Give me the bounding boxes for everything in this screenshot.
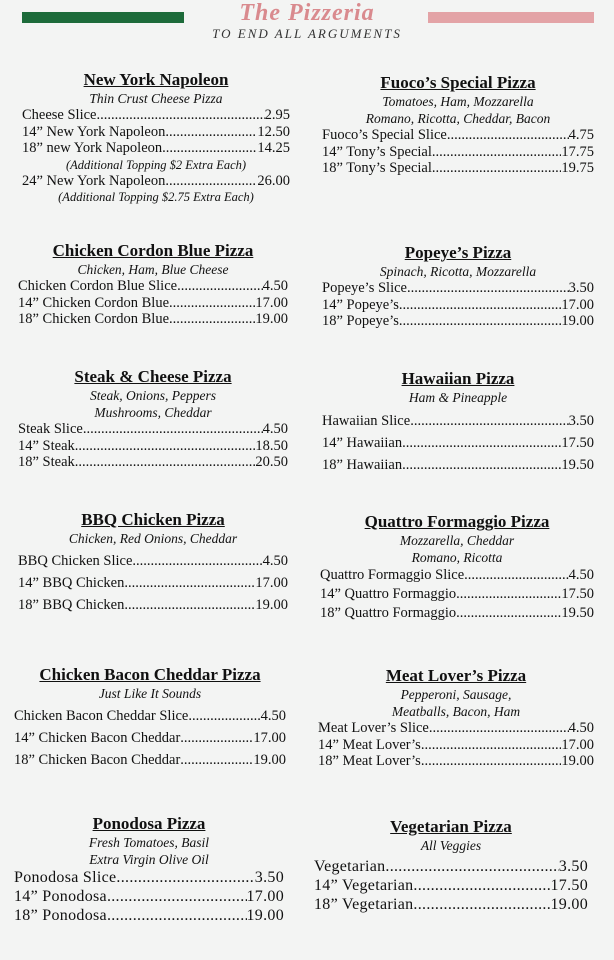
menu-item — [322, 160, 594, 177]
menu-item — [318, 753, 594, 770]
section-description: All Veggies — [420, 838, 482, 853]
item-name: 14” Vegetarian — [314, 877, 414, 894]
menu-item — [14, 749, 286, 771]
section-description: Mushrooms, Cheddar — [94, 405, 212, 420]
menu-item — [18, 572, 288, 594]
item-price: 17.50 — [561, 435, 594, 451]
item-price: 4.50 — [260, 708, 286, 724]
section-hawaiian-pizza — [322, 369, 594, 476]
item-name: 18” Tony’s Special — [322, 160, 432, 176]
item-price: 19.00 — [255, 311, 288, 327]
menu-item — [314, 895, 588, 914]
item-name: 18” Quattro Formaggio — [320, 605, 457, 621]
item-name: Meat Lover’s Slice — [318, 720, 429, 736]
section-description: Steak, Onions, Peppers — [90, 388, 216, 403]
section-description: Fresh Tomatoes, Basil — [88, 835, 210, 850]
topping-note: (Additional Topping $2 Extra Each) — [65, 157, 247, 172]
dot-leader — [124, 594, 255, 616]
item-price: 19.75 — [561, 160, 594, 176]
section-description: Ham & Pineapple — [408, 390, 508, 405]
item-price: 17.75 — [561, 143, 594, 160]
item-name: 14” Chicken Bacon Cheddar — [14, 730, 181, 746]
dot-leader — [432, 144, 562, 161]
item-price: 17.00 — [253, 730, 286, 746]
item-name: 14” Ponodosa — [14, 888, 107, 905]
section-description: Tomatoes, Ham, Mozzarella — [382, 94, 534, 109]
menu-item — [18, 594, 288, 616]
menu-item — [14, 705, 286, 727]
dot-leader — [456, 585, 561, 604]
section-title: Ponodosa Pizza — [92, 814, 206, 833]
dot-leader — [116, 868, 254, 887]
section-quattro-formaggio-pizza — [320, 512, 594, 623]
item-price: 3.50 — [568, 413, 594, 429]
section-title: Vegetarian Pizza — [390, 817, 512, 836]
dot-leader — [402, 454, 561, 476]
dot-leader — [75, 454, 256, 471]
item-name: 14” Steak — [18, 437, 75, 454]
menu-item — [22, 140, 290, 157]
item-price: 17.00 — [246, 888, 284, 905]
dot-leader — [124, 572, 255, 594]
section-title: New York Napoleon — [83, 70, 229, 89]
item-price: 19.00 — [253, 752, 286, 768]
menu-item — [320, 566, 594, 585]
item-price: 18.50 — [255, 437, 288, 454]
menu-item — [320, 604, 594, 623]
dot-leader — [399, 297, 561, 314]
menu-item — [322, 313, 594, 330]
item-name: Popeye’s Slice — [322, 280, 407, 296]
dot-leader — [162, 140, 257, 157]
item-name: 14” Popeye’s — [322, 296, 399, 313]
item-price: 4.75 — [568, 127, 594, 143]
item-price: 17.50 — [550, 877, 588, 894]
menu-item — [18, 421, 288, 438]
menu-item — [320, 585, 594, 604]
menu-item — [322, 432, 594, 454]
dot-leader — [169, 295, 255, 312]
item-name: BBQ Chicken Slice — [18, 553, 133, 569]
item-name: 18” Steak — [18, 454, 75, 470]
item-name: 18” Chicken Cordon Blue — [18, 311, 170, 327]
section-chicken-cordon-blue-pizza — [18, 241, 288, 328]
menu-item — [322, 454, 594, 476]
section-title: Popeye’s Pizza — [404, 243, 512, 262]
item-name: 18” Meat Lover’s — [318, 753, 421, 769]
section-description: Pepperoni, Sausage, — [400, 687, 512, 702]
section-description: Meatballs, Bacon, Ham — [391, 704, 521, 719]
dot-leader — [464, 566, 568, 585]
dot-leader — [432, 160, 562, 177]
dot-leader — [169, 311, 255, 328]
item-price: 19.00 — [550, 896, 588, 913]
item-price: 20.50 — [255, 454, 288, 470]
item-name: Chicken Bacon Cheddar Slice — [14, 708, 189, 724]
item-price: 3.50 — [568, 280, 594, 296]
item-name: 14” Chicken Cordon Blue — [18, 294, 170, 311]
section-title: Chicken Bacon Cheddar Pizza — [39, 665, 261, 684]
dot-leader — [385, 857, 558, 876]
section-description: Mozzarella, Cheddar — [399, 533, 515, 548]
item-price: 26.00 — [257, 172, 290, 189]
menu-item — [14, 887, 284, 906]
section-steak-cheese-pizza — [18, 367, 288, 471]
menu-subtitle: TO END ALL ARGUMENTS — [212, 26, 402, 41]
item-name: Hawaiian Slice — [322, 413, 411, 429]
item-price: 3.50 — [558, 858, 588, 875]
menu-item — [322, 127, 594, 144]
section-vegetarian-pizza — [314, 817, 588, 914]
section-title: Chicken Cordon Blue Pizza — [52, 241, 254, 260]
section-title: Fuoco’s Special Pizza — [380, 73, 536, 92]
item-name: 14” Quattro Formaggio — [320, 586, 457, 602]
item-price: 4.50 — [568, 720, 594, 736]
section-bbq-chicken-pizza — [18, 510, 288, 616]
dot-leader — [421, 737, 562, 754]
menu-item — [22, 124, 290, 141]
section-description: Romano, Ricotta — [411, 550, 503, 565]
section-title: BBQ Chicken Pizza — [81, 510, 225, 529]
menu-item — [18, 454, 288, 471]
menu-item — [322, 280, 594, 297]
dot-leader — [456, 604, 561, 623]
dot-leader — [407, 280, 569, 297]
item-price: 4.50 — [262, 278, 288, 294]
section-new-york-napoleon — [22, 70, 290, 205]
dot-leader — [180, 749, 253, 771]
section-chicken-bacon-cheddar-pizza — [14, 665, 286, 771]
item-price: 19.00 — [561, 313, 594, 329]
item-name: 18” Vegetarian — [314, 896, 414, 913]
item-price: 2.95 — [264, 107, 290, 123]
menu-item — [14, 727, 286, 749]
item-name: Quattro Formaggio Slice — [320, 567, 465, 583]
item-name: Steak Slice — [18, 421, 83, 437]
dot-leader — [83, 421, 263, 438]
section-title: Meat Lover’s Pizza — [385, 666, 527, 685]
item-name: Fuoco’s Special Slice — [322, 127, 447, 143]
dot-leader — [165, 124, 257, 141]
section-fuocos-special-pizza — [322, 73, 594, 177]
item-price: 12.50 — [257, 123, 290, 140]
dot-leader — [177, 278, 263, 295]
item-name: Chicken Cordon Blue Slice — [18, 278, 178, 294]
dot-leader — [410, 410, 568, 432]
item-price: 17.00 — [561, 736, 594, 753]
item-price: 4.50 — [262, 553, 288, 569]
item-price: 19.50 — [561, 457, 594, 473]
section-description: Romano, Ricotta, Cheddar, Bacon — [365, 111, 551, 126]
item-name: Cheese Slice — [22, 107, 97, 123]
dot-leader — [447, 127, 569, 144]
dot-leader — [413, 876, 550, 895]
section-description: Thin Crust Cheese Pizza — [89, 91, 223, 106]
section-description: Just Like It Sounds — [98, 686, 202, 701]
dot-leader — [75, 438, 256, 455]
item-name: Vegetarian — [314, 858, 386, 875]
menu-item — [18, 295, 288, 312]
section-title: Hawaiian Pizza — [401, 369, 515, 388]
dot-leader — [429, 720, 569, 737]
item-name: 18” new York Napoleon — [22, 140, 163, 156]
item-price: 19.00 — [255, 597, 288, 613]
item-name: 14” New York Napoleon — [22, 123, 166, 140]
dot-leader — [107, 887, 247, 906]
item-price: 4.50 — [262, 421, 288, 437]
section-ponodosa-pizza — [14, 814, 284, 925]
dot-leader — [107, 906, 247, 925]
section-popeyes-pizza — [322, 243, 594, 330]
item-price: 19.00 — [246, 907, 284, 924]
item-price: 17.50 — [561, 586, 594, 602]
menu-item — [22, 173, 290, 190]
item-price: 19.00 — [561, 753, 594, 769]
item-price: 17.00 — [561, 296, 594, 313]
menu-item — [314, 857, 588, 876]
item-name: 14” Hawaiian — [322, 435, 403, 451]
section-title: Steak & Cheese Pizza — [74, 367, 232, 386]
dot-leader — [421, 753, 562, 770]
item-price: 4.50 — [568, 567, 594, 583]
menu-item — [22, 107, 290, 124]
dot-leader — [97, 107, 265, 124]
item-name: 18” Popeye’s — [322, 313, 399, 329]
dot-leader — [165, 173, 257, 190]
menu-item — [18, 550, 288, 572]
item-name: Ponodosa Slice — [14, 869, 117, 886]
menu-item — [314, 876, 588, 895]
menu-title: The Pizzeria — [239, 0, 375, 26]
item-price: 19.50 — [561, 605, 594, 621]
item-name: 18” Chicken Bacon Cheddar — [14, 752, 181, 768]
menu-item — [322, 144, 594, 161]
menu-item — [18, 278, 288, 295]
section-description: Spinach, Ricotta, Mozzarella — [379, 264, 537, 279]
menu-item — [14, 906, 284, 925]
item-price: 17.00 — [255, 294, 288, 311]
item-name: 18” BBQ Chicken — [18, 597, 125, 613]
topping-note: (Additional Topping $2.75 Extra Each) — [58, 190, 254, 204]
menu-item — [318, 720, 594, 737]
section-description: Extra Virgin Olive Oil — [89, 852, 209, 867]
item-name: 14” Tony’s Special — [322, 143, 432, 160]
menu-item — [18, 311, 288, 328]
menu-item — [18, 438, 288, 455]
section-description: Chicken, Ham, Blue Cheese — [77, 262, 229, 277]
section-title: Quattro Formaggio Pizza — [364, 512, 550, 531]
dot-leader — [413, 895, 550, 914]
dot-leader — [180, 727, 253, 749]
dot-leader — [399, 313, 561, 330]
item-name: 14” Meat Lover’s — [318, 736, 421, 753]
item-name: 18” Ponodosa — [14, 907, 107, 924]
section-description: Chicken, Red Onions, Cheddar — [68, 531, 238, 546]
menu-item — [322, 297, 594, 314]
item-name: 14” BBQ Chicken — [18, 575, 125, 591]
item-price: 17.00 — [255, 575, 288, 591]
dot-leader — [188, 705, 260, 727]
item-name: 18” Hawaiian — [322, 457, 403, 473]
menu-item — [318, 737, 594, 754]
item-name: 24” New York Napoleon — [22, 172, 166, 189]
dot-leader — [132, 550, 262, 572]
menu-item — [322, 410, 594, 432]
item-price: 14.25 — [257, 140, 290, 156]
menu-item — [14, 868, 284, 887]
dot-leader — [402, 432, 561, 454]
section-meat-lovers-pizza — [318, 666, 594, 770]
item-price: 3.50 — [254, 869, 284, 886]
